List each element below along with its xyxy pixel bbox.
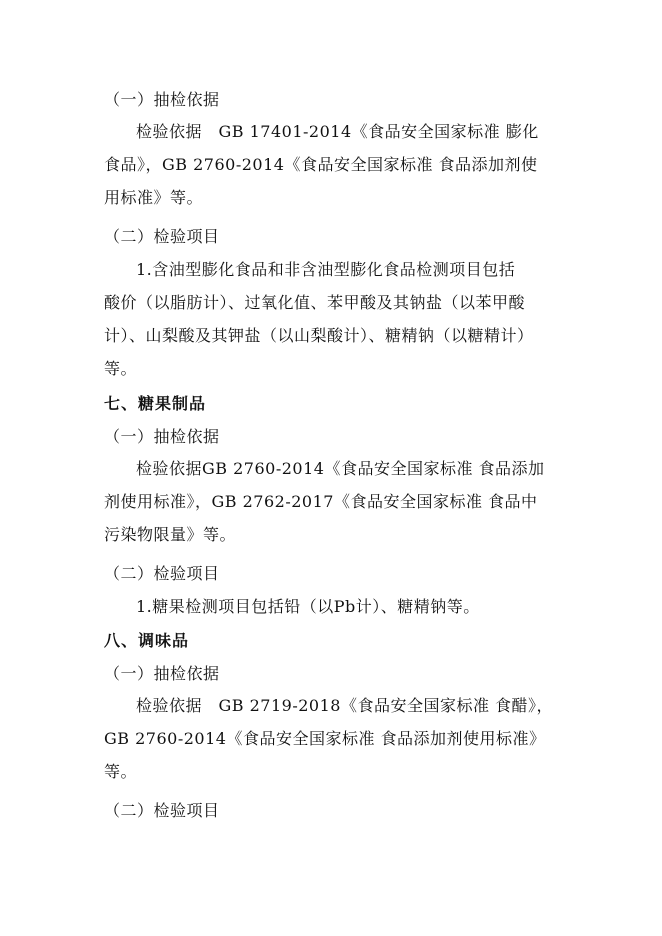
sec8-basis-text-line-3: 等。 [104,762,138,781]
sec7-items-text-line-1: 1.糖果检测项目包括铅（以Pb计）、糖精钠等。 [136,597,480,616]
sec6-basis-text-line-2: 食品》，GB 2760-2014《食品安全国家标准 食品添加剂使 [104,155,538,174]
sec8-items-heading: （二）检验项目 [104,801,220,820]
sec8-basis-text-line-2: GB 2760-2014《食品安全国家标准 食品添加剂使用标准》 [104,729,546,748]
sec6-items-heading: （二）检验项目 [104,227,220,246]
section-8-title: 八、调味品 [104,631,190,650]
sec7-basis-text-line-2: 剂使用标准》，GB 2762-2017《食品安全国家标准 食品中 [104,492,538,511]
sec6-basis-heading: （一）抽检依据 [104,90,220,109]
sec6-items-text-line-4: 等。 [104,359,138,378]
sec6-items-text-line-2: 酸价（以脂肪计）、过氧化值、苯甲酸及其钠盐（以苯甲酸 [104,293,526,312]
sec6-basis-text-line-1: 检验依据 GB 17401-2014《食品安全国家标准 膨化 [136,122,539,141]
sec7-basis-heading: （一）抽检依据 [104,427,220,446]
section-7-title: 七、糖果制品 [104,394,207,413]
sec8-basis-text-line-1: 检验依据 GB 2719-2018《食品安全国家标准 食醋》， [136,696,554,715]
sec6-items-text-line-1: 1.含油型膨化食品和非含油型膨化食品检测项目包括 [136,260,516,279]
sec8-basis-heading: （一）抽检依据 [104,664,220,683]
sec7-basis-text-line-1: 检验依据GB 2760-2014《食品安全国家标准 食品添加 [136,459,545,478]
sec6-items-text-line-3: 计）、山梨酸及其钾盐（以山梨酸计）、糖精钠（以糖精计） [104,326,534,345]
sec7-basis-text-line-3: 污染物限量》等。 [104,525,237,544]
sec7-items-heading: （二）检验项目 [104,564,220,583]
sec6-basis-text-line-3: 用标准》等。 [104,188,204,207]
